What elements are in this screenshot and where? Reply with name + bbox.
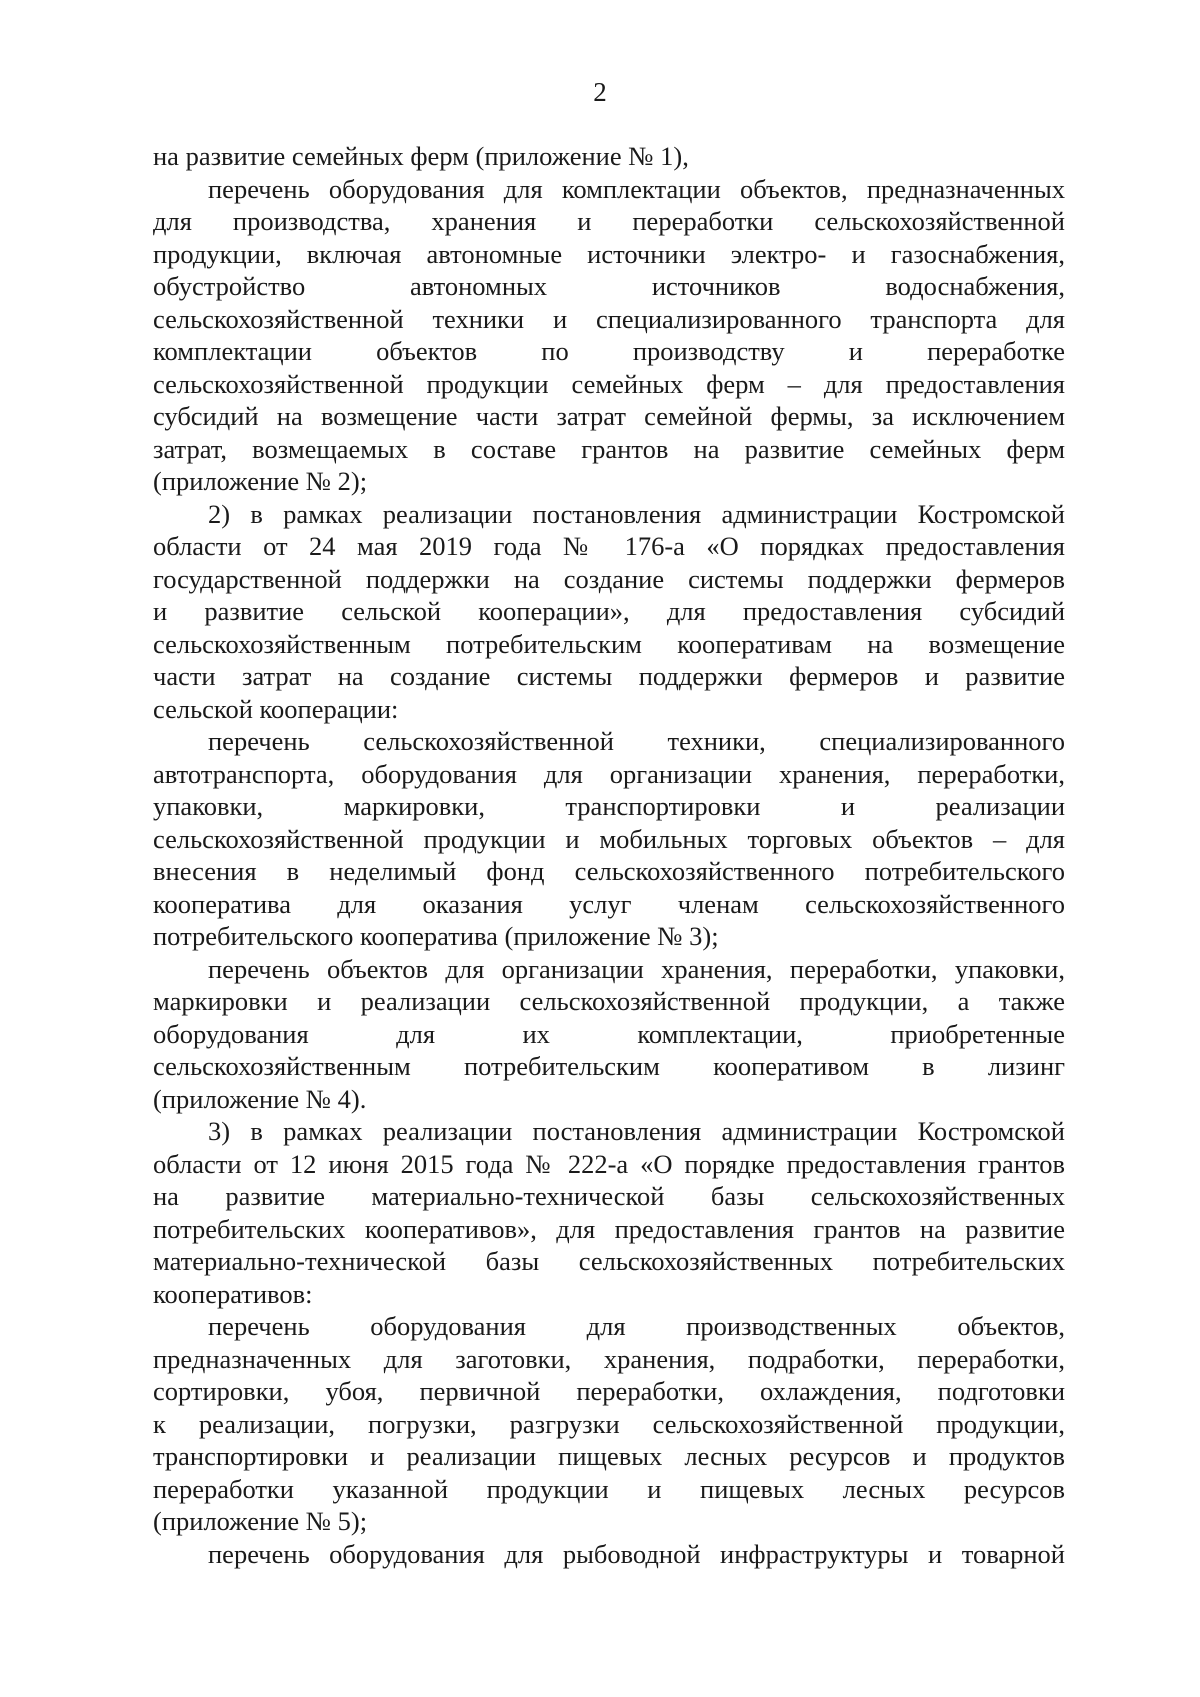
text-line: потребительского кооператива (приложение № 3); [153, 921, 719, 951]
paragraph [153, 140, 1065, 173]
text-line: оборудования для их комплектации, приобретенные [153, 1018, 1065, 1049]
text-line: сельскохозяйственной техники и специализированного транспорта для [153, 303, 1065, 334]
text-line: сельскохозяйственной продукции семейных ферм – для предоставления [153, 368, 1065, 399]
text-line: (приложение № 4). [153, 1083, 367, 1114]
text-line: для производства, хранения и переработки сельскохозяйственной [153, 206, 1065, 236]
paragraph [153, 1538, 1065, 1571]
text-line: государственной поддержки на создание системы поддержки фермеров [153, 563, 1065, 594]
paragraph [153, 1310, 1065, 1538]
text-line: перечень объектов для организации хранения, переработки, упаковки, [208, 953, 1065, 984]
text-line: к реализации, погрузки, разгрузки сельскохозяйственной продукции, [153, 1408, 1065, 1439]
text-line: сельскохозяйственным потребительским кооперативам на возмещение [153, 628, 1065, 659]
text-line: перечень оборудования для производственных объектов, [208, 1311, 1065, 1341]
paragraph [153, 498, 1065, 726]
document-body [153, 140, 1065, 1570]
text-line: предназначенных для заготовки, хранения, подработки, переработки, [153, 1343, 1065, 1374]
paragraph [153, 1115, 1065, 1310]
page-number: 2 [593, 77, 607, 107]
text-line: затрат, возмещаемых в составе грантов на развитие семейных ферм [153, 433, 1065, 464]
text-line: 2) в рамках реализации постановления администрации Костромской [208, 498, 1065, 529]
text-line: на развитие семейных ферм (приложение № 1), [153, 141, 689, 171]
text-line: (приложение № 5); [153, 1506, 368, 1536]
text-line: на развитие материально-технической базы сельскохозяйственных [153, 1181, 1065, 1211]
text-line: сельской кооперации: [153, 693, 399, 724]
text-line: маркировки и реализации сельскохозяйственной продукции, а также [153, 986, 1065, 1016]
text-line: сельскохозяйственным потребительским кооперативом в лизинг [153, 1051, 1065, 1081]
text-line: 3) в рамках реализации постановления администрации Костромской [208, 1116, 1065, 1146]
text-line: субсидий на возмещение части затрат семейной фермы, за исключением [153, 401, 1065, 431]
text-line: и развитие сельской кооперации», для предоставления субсидий [153, 596, 1065, 626]
text-line: транспортировки и реализации пищевых лесных ресурсов и продуктов [153, 1441, 1065, 1471]
text-line: потребительских кооперативов», для предоставления грантов на развитие [153, 1213, 1065, 1244]
text-line: упаковки, маркировки, транспортировки и реализации [153, 791, 1065, 821]
text-line: материально-технической базы сельскохозяйственных потребительских [153, 1246, 1065, 1276]
paragraph [153, 725, 1065, 953]
paragraph [153, 173, 1065, 498]
text-line: сельскохозяйственной продукции и мобильных торговых объектов – для [153, 823, 1065, 854]
text-line: части затрат на создание системы поддержки фермеров и развитие [153, 661, 1065, 691]
text-line: автотранспорта, оборудования для организации хранения, переработки, [153, 758, 1065, 789]
text-line: перечень оборудования для рыбоводной инфраструктуры и товарной [208, 1538, 1065, 1569]
text-line: перечень сельскохозяйственной техники, специализированного [208, 726, 1065, 756]
text-line: обустройство автономных источников водоснабжения, [153, 271, 1065, 301]
text-line: перечень оборудования для комплектации объектов, предназначенных [208, 173, 1065, 204]
text-line: (приложение № 2); [153, 466, 368, 496]
text-line: кооперативов: [153, 1278, 313, 1309]
paragraph [153, 953, 1065, 1116]
text-line: комплектации объектов по производству и переработке [153, 336, 1065, 366]
text-line: сортировки, убоя, первичной переработки, охлаждения, подготовки [153, 1376, 1065, 1406]
text-line: продукции, включая автономные источники электро- и газоснабжения, [153, 238, 1065, 269]
text-line: внесения в неделимый фонд сельскохозяйственного потребительского [153, 856, 1065, 886]
text-line: области от 24 мая 2019 года № 176-а «О порядках предоставления [153, 531, 1065, 561]
text-line: области от 12 июня 2015 года № 222-а «О порядке предоставления грантов [153, 1148, 1065, 1179]
text-line: переработки указанной продукции и пищевых лесных ресурсов [153, 1473, 1065, 1504]
text-line: кооператива для оказания услуг членам сельскохозяйственного [153, 888, 1065, 919]
